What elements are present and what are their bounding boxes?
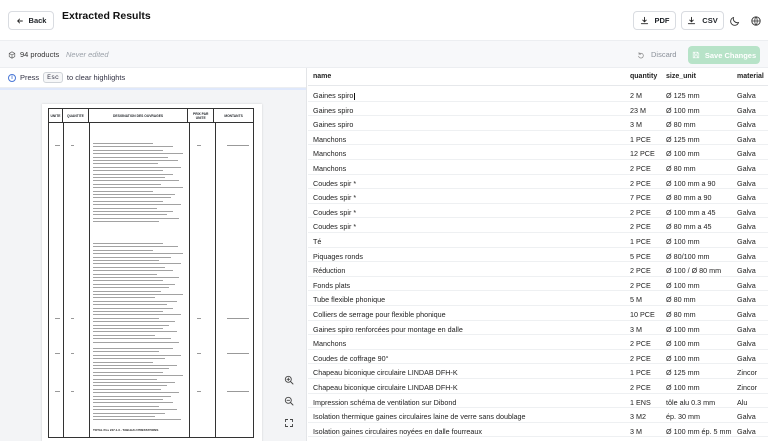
cell-size-unit[interactable]: Ø 100 mm	[666, 280, 700, 290]
doc-text-line	[93, 280, 163, 281]
cell-name[interactable]: Fonds plats	[313, 280, 351, 290]
doc-text-line	[93, 246, 178, 247]
arrow-left-icon	[16, 17, 24, 25]
doc-text-line	[93, 331, 177, 332]
cell-material[interactable]: Galva	[737, 91, 756, 100]
cell-quantity[interactable]: 2 PCE	[630, 222, 651, 232]
moon-icon[interactable]	[729, 15, 741, 27]
cell-material[interactable]: Zincor	[737, 368, 757, 378]
doc-text-line	[93, 201, 163, 202]
page-title: Extracted Results	[62, 10, 151, 22]
text-cursor	[354, 93, 355, 100]
cell-material[interactable]: Galva	[737, 178, 756, 188]
save-changes-button[interactable]	[688, 46, 760, 64]
cell-name[interactable]: Colliers de serrage pour flexible phonique	[313, 310, 446, 319]
doc-text-line	[93, 170, 163, 171]
table-row[interactable]	[308, 423, 768, 438]
table-row[interactable]	[308, 408, 768, 423]
doc-text-line	[93, 291, 161, 292]
doc-text-line	[93, 416, 155, 417]
table-row[interactable]	[308, 175, 768, 190]
doc-text-line	[93, 267, 165, 268]
table-row[interactable]	[308, 102, 768, 117]
highlight-hint	[0, 68, 307, 88]
doc-unit-mark	[71, 145, 74, 146]
discard-button[interactable]	[637, 50, 676, 59]
fit-view-button[interactable]	[282, 416, 296, 430]
cell-quantity[interactable]: 10 PCE	[630, 310, 655, 319]
cell-size-unit[interactable]: Ø 100 mm	[666, 383, 700, 392]
doc-text-line	[93, 379, 157, 380]
cell-quantity[interactable]: 2 PCE	[630, 353, 651, 363]
export-pdf-button[interactable]	[633, 11, 676, 30]
cell-name[interactable]: Isolation thermique gaines circulaires laine de verre sans doublage	[313, 412, 526, 422]
table-row[interactable]	[308, 394, 768, 409]
doc-unit-mark	[197, 391, 201, 392]
cell-quantity[interactable]: 23 M	[630, 105, 646, 115]
doc-text-line	[93, 143, 153, 144]
cell-quantity[interactable]: 1 ENS	[630, 397, 651, 407]
table-row[interactable]	[308, 306, 768, 321]
doc-text-line	[93, 157, 168, 158]
doc-text-line	[93, 396, 171, 397]
doc-text-line	[93, 191, 153, 192]
cell-quantity[interactable]: 2 PCE	[630, 164, 651, 173]
globe-icon[interactable]	[750, 15, 762, 27]
cell-name[interactable]: Manchons	[313, 339, 347, 349]
cell-material[interactable]: Galva	[737, 310, 756, 319]
cell-material[interactable]: Galva	[737, 266, 756, 276]
doc-text-line	[93, 382, 175, 383]
edit-status: Never edited	[66, 50, 109, 59]
back-button[interactable]	[8, 11, 54, 30]
doc-col-divider	[189, 123, 190, 437]
doc-text-line	[93, 150, 163, 151]
cell-quantity[interactable]: 5 M	[630, 295, 642, 305]
cell-quantity[interactable]: 2 PCE	[630, 207, 651, 217]
cell-quantity[interactable]: 2 PCE	[630, 383, 651, 392]
cell-material[interactable]: Galva	[737, 324, 756, 334]
column-header-name[interactable]: name	[313, 73, 332, 80]
doc-text-line	[93, 277, 179, 278]
cell-name[interactable]: Coudes spir *	[313, 193, 357, 203]
hint-prefix: Press	[20, 73, 40, 82]
column-header-quantity[interactable]: quantity	[630, 73, 658, 80]
zoom-in-icon	[284, 375, 294, 385]
table-row[interactable]	[308, 335, 768, 350]
cell-size-unit[interactable]: Ø 100 mm	[666, 105, 700, 115]
cell-quantity[interactable]: 12 PCE	[630, 149, 655, 159]
cell-name[interactable]: Coudes de coffrage 90°	[313, 353, 389, 363]
doc-text-line	[93, 389, 161, 390]
doc-text-line	[93, 180, 179, 181]
cell-size-unit[interactable]: Ø 80 mm	[666, 120, 696, 130]
results-table	[308, 68, 768, 441]
doc-text-line	[93, 311, 163, 312]
cell-name[interactable]: Coudes spir *	[313, 207, 357, 217]
doc-text-line	[93, 321, 175, 322]
doc-text-line	[93, 257, 171, 258]
doc-text-line	[93, 260, 159, 261]
cell-size-unit[interactable]: Ø 125 mm	[666, 91, 700, 100]
doc-header-cell: PRIX PAR UNITE	[188, 109, 214, 123]
doc-text-line	[93, 342, 179, 343]
doc-text-line	[93, 270, 173, 271]
table-row[interactable]	[308, 160, 768, 175]
cell-material[interactable]: Galva	[737, 164, 756, 173]
document-page	[42, 104, 262, 441]
table-row[interactable]	[308, 204, 768, 219]
back-label: Back	[28, 16, 47, 25]
cell-material[interactable]: Galva	[737, 237, 756, 246]
doc-unit-mark	[55, 391, 60, 392]
cell-material[interactable]: Galva	[737, 120, 756, 130]
doc-unit-mark	[227, 318, 249, 319]
doc-text-line	[93, 153, 183, 154]
table-row[interactable]	[308, 248, 768, 263]
cell-material[interactable]: Galva	[737, 207, 756, 217]
cell-size-unit[interactable]: Ø 100 / Ø 80 mm	[666, 266, 722, 276]
cell-material[interactable]: Galva	[737, 412, 756, 422]
cell-name[interactable]: Chapeau biconique circulaire LINDAB DFH-K	[313, 368, 458, 378]
doc-text-line	[93, 368, 169, 369]
cell-size-unit[interactable]: Ø 80 mm	[666, 310, 696, 319]
doc-text-line	[93, 328, 163, 329]
doc-text-line	[93, 351, 159, 352]
doc-unit-mark	[227, 353, 249, 354]
doc-text-line	[93, 197, 171, 198]
doc-unit-mark	[55, 353, 60, 354]
table-row[interactable]	[308, 321, 768, 336]
table-row[interactable]	[308, 131, 768, 146]
cell-size-unit[interactable]: Ø 80 mm	[666, 164, 696, 173]
cell-quantity[interactable]: 3 M	[630, 426, 642, 436]
doc-header-cell: QUANTITE	[62, 109, 88, 123]
top-header	[0, 0, 768, 40]
doc-unit-mark	[71, 353, 74, 354]
doc-text-line	[93, 177, 165, 178]
doc-text-line	[93, 325, 169, 326]
cell-size-unit[interactable]: Ø 100 mm ép. 5 mm	[666, 426, 732, 436]
undo-icon	[637, 51, 645, 59]
cell-size-unit[interactable]: Ø 100 mm	[666, 149, 700, 159]
doc-header-cell: MONTANTS	[214, 109, 254, 123]
expand-icon	[284, 418, 294, 428]
doc-text-line	[93, 348, 173, 349]
table-row[interactable]	[308, 233, 768, 248]
cell-material[interactable]: Galva	[737, 295, 756, 305]
doc-text-line	[93, 250, 153, 251]
doc-text-line	[93, 406, 159, 407]
cell-size-unit[interactable]: Ø 80 mm a 45	[666, 222, 712, 232]
cell-name[interactable]: Tube flexible phonique	[313, 295, 386, 305]
doc-text-line	[93, 335, 155, 336]
download-icon	[687, 16, 696, 25]
table-header	[308, 68, 768, 86]
cell-size-unit[interactable]: Ø 80 mm a 90	[666, 193, 712, 203]
cell-size-unit[interactable]: Ø 80/100 mm	[666, 251, 710, 261]
cell-name[interactable]: Té	[313, 237, 322, 246]
cell-name[interactable]: Gaines spiro	[313, 120, 354, 130]
cell-size-unit[interactable]: tôle alu 0.3 mm	[666, 397, 716, 407]
cell-size-unit[interactable]: Ø 100 mm	[666, 237, 700, 246]
cell-name[interactable]: Impression schéma de ventilation sur Dibond	[313, 397, 457, 407]
doc-text-line	[93, 287, 169, 288]
doc-text-line	[93, 214, 167, 215]
document-preview-pane[interactable]	[0, 68, 307, 441]
column-header-size-unit[interactable]: size_unit	[666, 73, 696, 80]
package-icon	[8, 51, 16, 59]
doc-text-line	[93, 318, 159, 319]
esc-key: Esc	[43, 72, 63, 83]
doc-text-line	[93, 372, 163, 373]
cell-name[interactable]: Manchons	[313, 164, 347, 173]
doc-text-line	[93, 263, 181, 264]
doc-text-line	[93, 308, 173, 309]
zoom-in-button[interactable]	[282, 373, 296, 387]
cell-quantity[interactable]: 1 PCE	[630, 368, 651, 378]
doc-text-line	[93, 253, 183, 254]
doc-text-line	[93, 294, 183, 295]
cell-size-unit[interactable]: Ø 100 mm	[666, 353, 700, 363]
doc-unit-mark	[197, 318, 201, 319]
document-header-table	[48, 108, 254, 123]
cell-size-unit[interactable]: Ø 100 mm a 90	[666, 178, 716, 188]
doc-text-line	[93, 297, 155, 298]
cell-material[interactable]: Zincor	[737, 383, 757, 392]
table-row[interactable]	[308, 379, 768, 394]
product-count	[8, 50, 59, 59]
doc-text-line	[93, 160, 178, 161]
doc-unit-mark	[55, 318, 60, 319]
cell-size-unit[interactable]: Ø 125 mm	[666, 134, 700, 144]
cell-name[interactable]: Manchons	[313, 149, 347, 159]
doc-text-line	[93, 218, 179, 219]
doc-text-line	[93, 338, 171, 339]
cell-material[interactable]: Galva	[737, 134, 756, 144]
doc-header-cell: DESIGNATION DES OUVRAGES	[88, 109, 187, 123]
doc-total-label: TOTAL Pos 247.1.3 - TABLEAU PRESTATIONS	[93, 428, 159, 432]
hint-suffix: to clear highlights	[66, 73, 126, 82]
cell-name[interactable]: Coudes spir *	[313, 178, 357, 188]
doc-text-line	[93, 208, 157, 209]
product-count-label: 94 products	[20, 50, 60, 59]
table-row[interactable]	[308, 145, 768, 160]
cell-quantity[interactable]: 2 PCE	[630, 339, 651, 349]
doc-unit-mark	[71, 318, 74, 319]
cell-name[interactable]: Isolation gaines circulaires noyées en dalle fourreaux	[313, 426, 483, 436]
doc-text-line	[93, 211, 173, 212]
doc-text-line	[93, 163, 158, 164]
doc-text-line	[93, 419, 181, 420]
doc-text-line	[93, 194, 175, 195]
doc-unit-mark	[71, 391, 74, 392]
table-row[interactable]	[308, 262, 768, 277]
doc-text-line	[93, 274, 157, 275]
doc-unit-mark	[197, 353, 201, 354]
doc-col-divider	[89, 123, 90, 437]
doc-text-line	[93, 184, 161, 185]
doc-text-line	[93, 402, 173, 403]
table-row[interactable]	[308, 87, 768, 102]
download-icon	[640, 16, 649, 25]
doc-text-line	[93, 392, 179, 393]
doc-text-line	[93, 304, 167, 305]
table-row[interactable]	[308, 218, 768, 233]
cell-quantity[interactable]: 3 M	[630, 120, 642, 130]
save-icon	[692, 51, 700, 59]
doc-unit-mark	[197, 145, 201, 146]
doc-col-divider	[215, 123, 216, 437]
doc-header-cell: UNITE	[49, 109, 63, 123]
table-row[interactable]	[308, 364, 768, 379]
cell-material[interactable]: Galva	[737, 251, 756, 261]
cell-size-unit[interactable]: ép. 30 mm	[666, 412, 700, 422]
cell-material[interactable]: Galva	[737, 222, 756, 232]
cell-size-unit[interactable]: Ø 80 mm	[666, 295, 696, 305]
cell-material[interactable]: Galva	[737, 193, 756, 203]
pdf-label: PDF	[654, 16, 670, 25]
cell-quantity[interactable]: 7 PCE	[630, 193, 651, 203]
cell-name[interactable]: Réduction	[313, 266, 346, 276]
doc-text-line	[93, 243, 163, 244]
cell-quantity[interactable]: 2 M	[630, 91, 642, 100]
doc-unit-mark	[227, 391, 249, 392]
cell-quantity[interactable]: 3 M2	[630, 412, 646, 422]
doc-text-line	[93, 365, 177, 366]
doc-text-line	[93, 314, 181, 315]
cell-material[interactable]: Galva	[737, 149, 756, 159]
doc-text-line	[93, 375, 183, 376]
doc-text-line	[93, 413, 165, 414]
table-row[interactable]	[308, 291, 768, 306]
doc-text-line	[93, 187, 183, 188]
cell-size-unit[interactable]: Ø 125 mm	[666, 368, 700, 378]
info-icon: i	[8, 74, 16, 82]
cell-quantity[interactable]: 2 PCE	[630, 266, 651, 276]
table-row[interactable]	[308, 350, 768, 365]
cell-quantity[interactable]: 2 PCE	[630, 280, 651, 290]
doc-text-line	[93, 167, 181, 168]
zoom-out-icon	[284, 396, 294, 406]
cell-material[interactable]: Galva	[737, 353, 756, 363]
document-body	[48, 122, 254, 438]
doc-unit-mark	[227, 145, 249, 146]
cell-size-unit[interactable]: Ø 100 mm	[666, 339, 700, 349]
table-row[interactable]	[308, 116, 768, 131]
column-header-material[interactable]: material	[737, 73, 764, 80]
save-label: Save Changes	[704, 50, 757, 60]
doc-text-line	[93, 174, 173, 175]
cell-material[interactable]: Galva	[737, 426, 756, 436]
table-row[interactable]	[308, 277, 768, 292]
doc-text-line	[93, 284, 175, 285]
export-csv-button[interactable]	[681, 11, 724, 30]
cell-quantity[interactable]: 1 PCE	[630, 134, 651, 144]
cell-quantity[interactable]: 1 PCE	[630, 237, 651, 246]
doc-text-line	[93, 385, 167, 386]
doc-text-line	[93, 409, 177, 410]
cell-quantity[interactable]: 2 PCE	[630, 178, 651, 188]
cell-name[interactable]: Gaines spiro renforcées pour montage en dalle	[313, 324, 463, 334]
cell-material[interactable]: Galva	[737, 280, 756, 290]
cell-size-unit[interactable]: Ø 100 mm	[666, 324, 700, 334]
doc-col-divider	[63, 123, 64, 437]
cell-quantity[interactable]: 3 M	[630, 324, 642, 334]
table-row[interactable]	[308, 189, 768, 204]
discard-label: Discard	[651, 50, 677, 59]
highlight-strip	[0, 88, 307, 90]
cell-name[interactable]: Gaines spiro	[313, 91, 354, 100]
cell-name[interactable]: Gaines spiro	[313, 105, 354, 115]
doc-text-line	[93, 204, 181, 205]
cell-material[interactable]: Galva	[737, 339, 756, 349]
doc-text-line	[93, 221, 159, 222]
cell-size-unit[interactable]: Ø 100 mm a 45	[666, 207, 716, 217]
doc-text-line	[93, 146, 173, 147]
cell-name[interactable]: Chapeau biconique circulaire LINDAB DFH-K	[313, 383, 458, 392]
doc-text-line	[93, 301, 177, 302]
doc-text-line	[93, 362, 153, 363]
cell-quantity[interactable]: 5 PCE	[630, 251, 651, 261]
doc-text-line	[93, 358, 165, 359]
cell-material[interactable]: Galva	[737, 105, 756, 115]
status-bar	[0, 40, 768, 68]
doc-text-line	[93, 399, 163, 400]
cell-name[interactable]: Piquages ronds	[313, 251, 363, 261]
cell-name[interactable]: Manchons	[313, 134, 347, 144]
cell-name[interactable]: Coudes spir *	[313, 222, 357, 232]
cell-material[interactable]: Alu	[737, 397, 748, 407]
doc-text-line	[93, 355, 181, 356]
zoom-out-button[interactable]	[282, 394, 296, 408]
doc-unit-mark	[55, 145, 60, 146]
csv-label: CSV	[702, 16, 718, 25]
